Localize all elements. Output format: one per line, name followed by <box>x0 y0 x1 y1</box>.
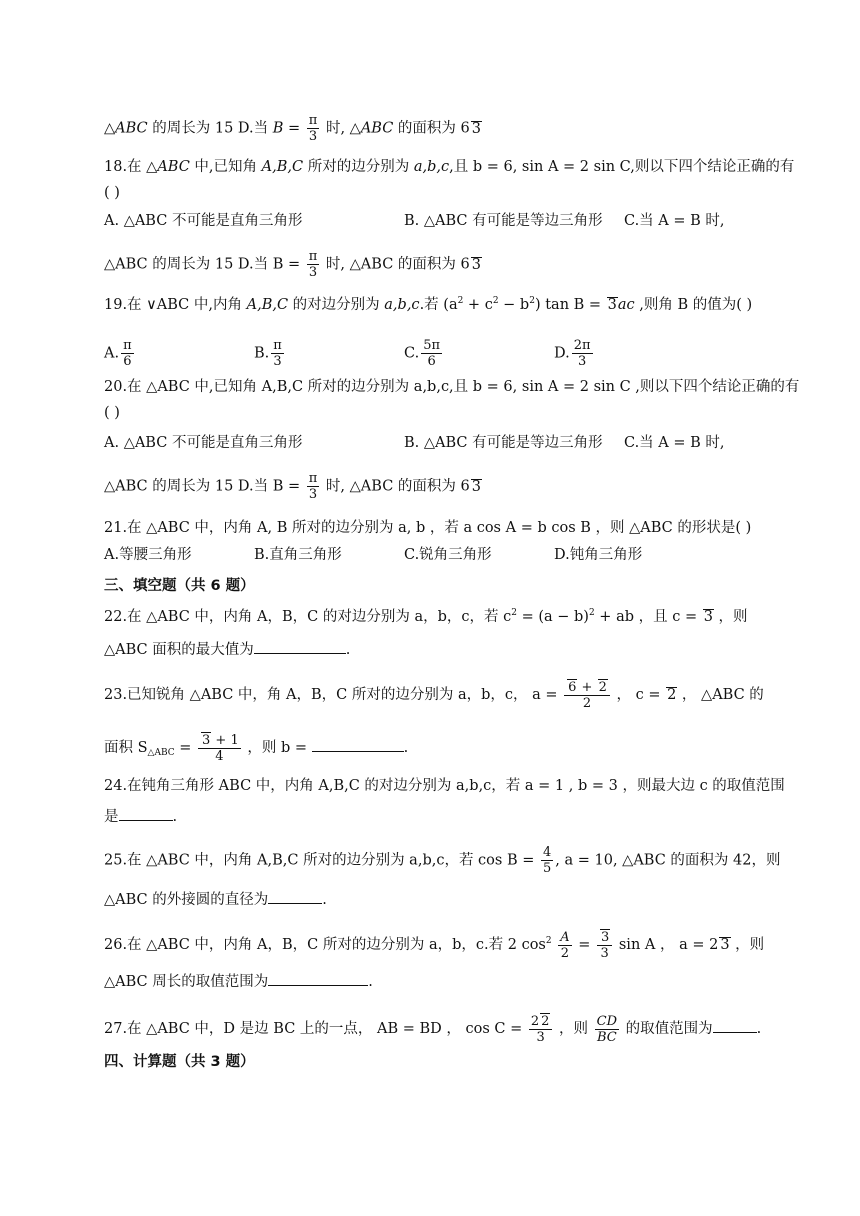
question-26: 26.在 △ABC 中，内角 A，B，C 所对的边分别为 a，b，c.若 2 $\cos^2$ $\frac{A}{2}$ = $\frac{3}{3}$ sin A ， a = 2 3 ，则 <box>104 929 765 961</box>
question-19: 19.在 ∨ABC 中,内角 A,B,C 的对边分别为 a,b,c.若 $(a^2 + c^2 - b^2)$ tan B = 3ac ,则角 B 的值为( ) <box>104 296 753 313</box>
question-20-paren: ( ) <box>104 405 120 421</box>
question-25-line2: △ABC 的外接圆的直径为 . <box>104 889 327 910</box>
question-24: 24.在钝角三角形 ABC 中，内角 A,B,C 的对边分别为 a,b,c，若 a = 1 , b = 3 ，则最大边 c 的取值范围 <box>104 778 785 794</box>
question-23: 23.已知锐角 △ABC 中，角 A，B，C 所对的边分别为 a，b，c， a = $\frac{6 + 2}{2}$ ， c = 2 ， △ABC 的 <box>104 680 764 711</box>
question-23-line2: 面积 $S_{\triangle ABC}$ = $\frac{3 + 1}{4}$ ，则 b = . <box>104 733 409 764</box>
answer-blank <box>312 737 404 752</box>
question-20-option-d: △ABC 的周长为 15 D.当 B = $\frac{\pi}{3}$ 时, △ABC 的面积为 6 3 <box>104 471 481 502</box>
question-22-line2: △ABC 面积的最大值为 . <box>104 639 350 660</box>
fraction: $\frac{\pi}{3}$ <box>308 113 318 144</box>
question-20: 20.在 △ABC 中,已知角 A,B,C 所对的边分别为 a,b,c,且 b = 6, sin A = 2 sin C ,则以下四个结论正确的有 <box>104 379 800 395</box>
answer-blank <box>268 971 368 986</box>
answer-blank <box>268 889 322 904</box>
question-18-paren: ( ) <box>104 185 120 201</box>
section-heading-calculation: 四、计算题（共 3 题） <box>104 1054 255 1070</box>
question-21: 21.在 △ABC 中，内角 A, B 所对的边分别为 a, b ，若 a cos A = b cos B ，则 △ABC 的形状是( ) <box>104 520 752 536</box>
answer-blank <box>119 806 173 821</box>
question-18: 18.在 △ABC 中,已知角 A,B,C 所对的边分别为 a,b,c,且 b = 6, sin A = 2 sin C,则以下四个结论正确的有 <box>104 159 795 175</box>
answer-blank <box>713 1018 757 1033</box>
question-24-line2: 是 . <box>104 806 177 827</box>
question-26-line2: △ABC 周长的取值范围为 . <box>104 971 373 992</box>
question-18-option-d: △ABC 的周长为 15 D.当 B = $\frac{\pi}{3}$ 时, △ABC 的面积为 6 3 <box>104 249 481 280</box>
document-page: △ABC 的周长为 15 D.当 B = $\frac{\pi}{3}$ 时, △ABC 的面积为 6 3 18.在 △ABC 中,已知角 A,B,C 所对的边分别为 a,b,c,且 b = 6, sin A = 2 sin C,则以下四个结论正确的有 ( ) A. △ABC 不可能是直角三角形 B. △ABC 有可能是等边三角形 C.当 A = B 时, △ABC 的周长为 15 D.当 B = $\frac{\pi}{3}$ 时, △ABC 的面积为 6 3 19.在 ∨ABC 中,内角 A,B,C 的对边分别为 a,b,c.若 $(a^2 + c^2 - b^2)$ tan B = 3ac ,则角 B 的值为( ) A. $\frac{\pi}{6}$ B. $\frac{\pi}{3}$ C. $\frac{5\pi}{6}$ D. $\frac{2\pi}{3}$ 20.在 △ABC 中,已知角 A,B,C 所对的边分别为 a,b,c,且 b = 6, sin A = 2 sin C ,则以下四个结论正确的有 ( ) A. △ABC 不可能是直角三角形 B. △ABC 有可能是等边三角形 C.当 A = B 时, △ABC 的周长为 15 D.当 B = $\frac{\pi}{3}$ 时, △ABC 的面积为 6 3 21.在 △ABC 中，内角 A, B 所对的边分别为 a, b ，若 a cos A = b cos B ，则 △ABC 的形状是( ) A.等腰三角形 B.直角三角形 C.锐角三角形 D.钝角三角形 三、填空题（共 6 题） 22.在 △ABC 中，内角 A，B，C 的对边分别为 a，b，c，若 $c^2 = (a - b)^2$ + ab ，且 c = 3 ，则 △ABC 面积的最大值为 . 23.已知锐角 △ABC 中，角 A，B，C 所对的边分别为 a，b，c， a = $\frac{6 + 2}{2}$ ， c = 2 ， △ABC 的 面积 $S_{\triangle ABC}$ = $\frac{3 + 1}{4}$ ，则 b = . 24.在钝角三角形 ABC 中，内角 A,B,C 的对边分别为 a,b,c，若 a = 1 , b = 3 ，则最大边 c 的取值范围 是 . 25.在 △ABC 中，内角 A,B,C 所对的边分别为 a,b,c，若 cos B = $\frac{4}{5}$ , a = 10, △ABC 的面积为 42，则 △ABC 的外接圆的直径为 . 26.在 △ABC 中，内角 A，B，C 所对的边分别为 a，b，c.若 2 $\cos^2$ $\frac{A}{2}$ = $\frac{3}{3}$ sin A ， a = 2 3 ，则 △ABC 周长的取值范围为 . 27.在 △ABC 中，D 是边 BC 上的一点， AB = BD ， cos C = $\frac{2 2}{3}$ ，则 $\frac{CD}{BC}$ 的取值范围为 . 四、计算题（共 3 题） <box>104 113 800 1070</box>
answer-blank <box>254 639 346 654</box>
question-27: 27.在 △ABC 中，D 是边 BC 上的一点， AB = BD ， cos C = $\frac{2 2}{3}$ ，则 $\frac{CD}{BC}$ 的取值范围为 . <box>104 1013 762 1045</box>
option-line-17-d: △ABC 的周长为 15 D.当 B = $\frac{\pi}{3}$ 时, △ABC 的面积为 6 3 <box>104 113 482 144</box>
question-25: 25.在 △ABC 中，内角 A,B,C 所对的边分别为 a,b,c，若 cos B = $\frac{4}{5}$ , a = 10, △ABC 的面积为 42，则 <box>104 845 781 876</box>
section-heading-fill-in: 三、填空题（共 6 题） <box>104 578 255 594</box>
question-22: 22.在 △ABC 中，内角 A，B，C 的对边分别为 a，b，c，若 $c^2 = (a - b)^2$ + ab ，且 c = 3 ，则 <box>104 608 748 625</box>
